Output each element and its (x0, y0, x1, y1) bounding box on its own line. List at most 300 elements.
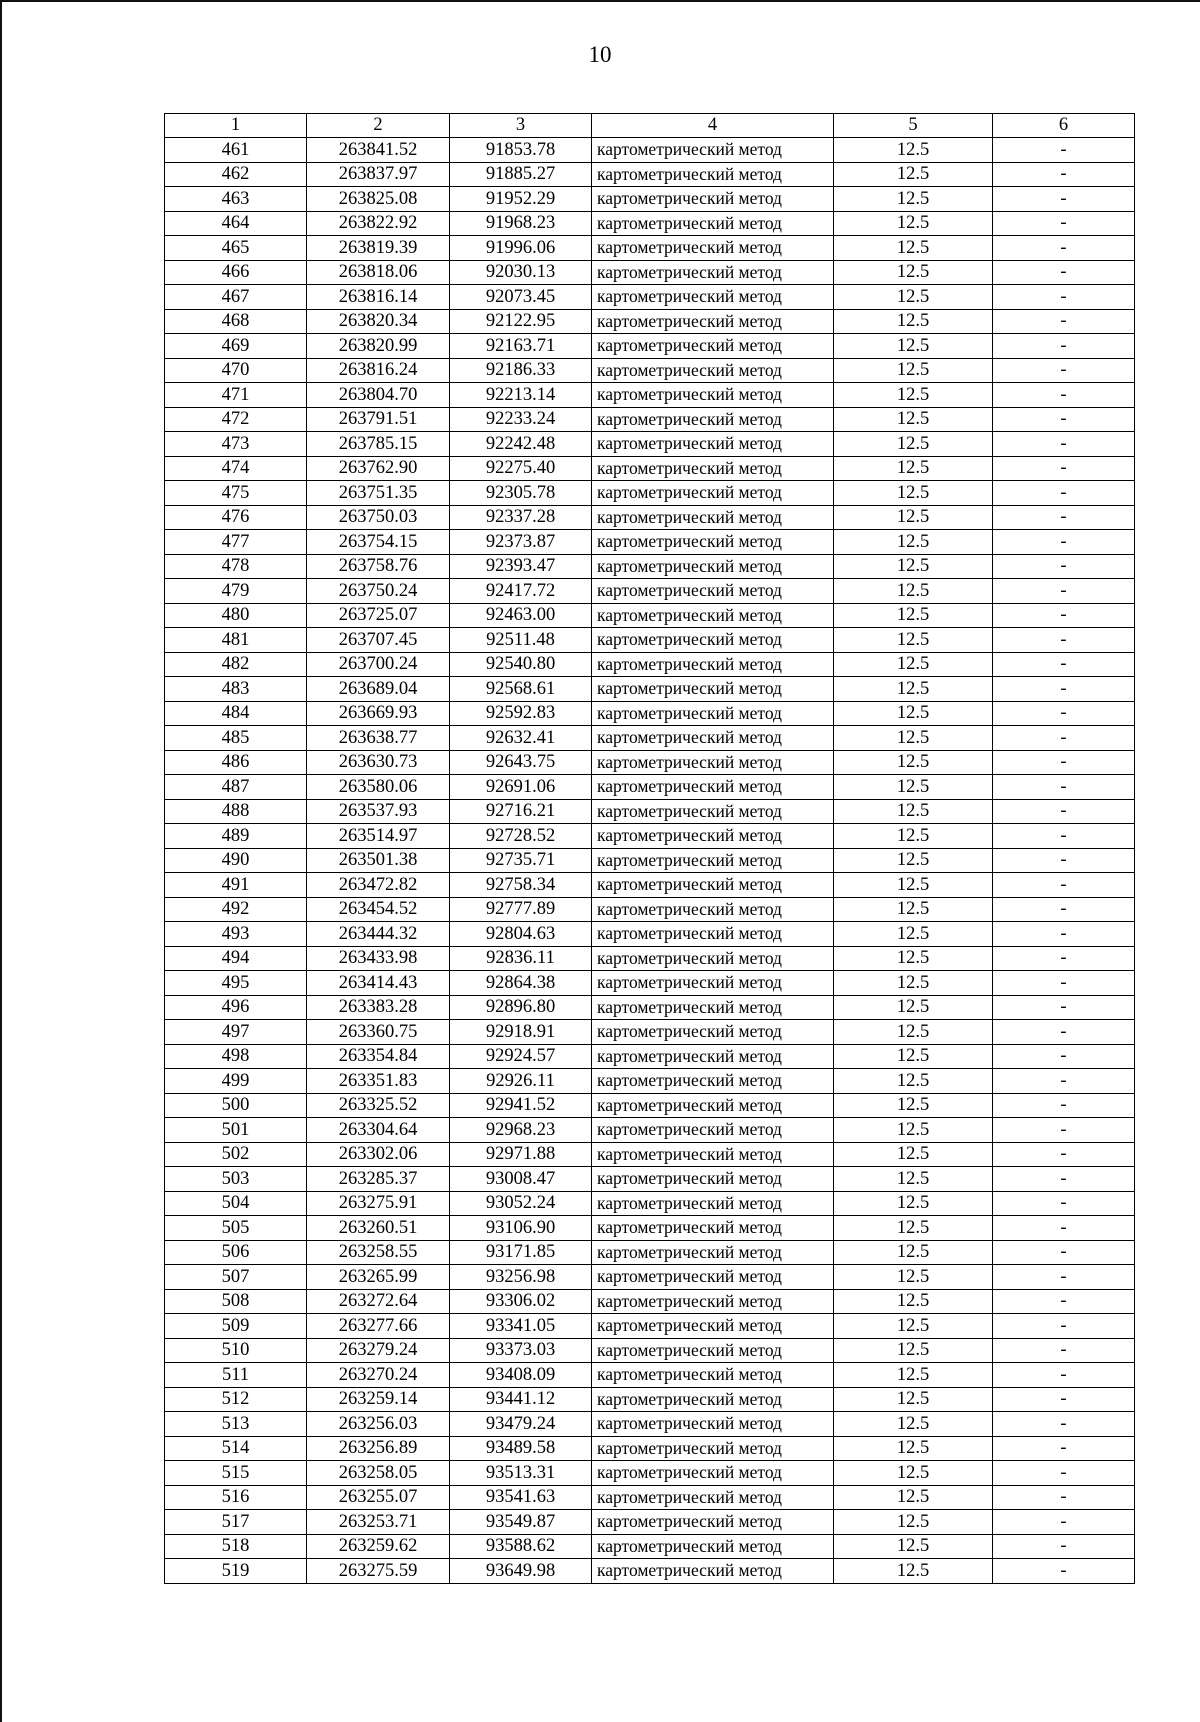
method-cell: картометрический метод (592, 579, 834, 604)
note-cell: - (993, 677, 1135, 702)
column-header-5: 5 (834, 114, 993, 138)
column-header-4: 4 (592, 114, 834, 138)
accuracy-cell: 12.5 (834, 897, 993, 922)
y-coordinate-cell: 93256.98 (450, 1265, 592, 1290)
accuracy-cell: 12.5 (834, 1387, 993, 1412)
column-header-1: 1 (165, 114, 307, 138)
note-cell: - (993, 309, 1135, 334)
method-cell: картометрический метод (592, 1020, 834, 1045)
x-coordinate-cell: 263270.24 (307, 1363, 450, 1388)
note-cell: - (993, 995, 1135, 1020)
method-cell: картометрический метод (592, 187, 834, 212)
table-row (165, 1216, 1135, 1241)
note-cell: - (993, 1485, 1135, 1510)
table-row (165, 162, 1135, 187)
table-row (165, 1240, 1135, 1265)
y-coordinate-cell: 93008.47 (450, 1167, 592, 1192)
x-coordinate-cell: 263444.32 (307, 922, 450, 947)
table-row (165, 799, 1135, 824)
method-cell: картометрический метод (592, 971, 834, 996)
table-row (165, 138, 1135, 163)
table-row (165, 1265, 1135, 1290)
x-coordinate-cell: 263260.51 (307, 1216, 450, 1241)
x-coordinate-cell: 263285.37 (307, 1167, 450, 1192)
method-cell: картометрический метод (592, 701, 834, 726)
table-row (165, 456, 1135, 481)
method-cell: картометрический метод (592, 897, 834, 922)
method-cell: картометрический метод (592, 260, 834, 285)
table-row (165, 187, 1135, 212)
x-coordinate-cell: 263351.83 (307, 1069, 450, 1094)
table-row (165, 1167, 1135, 1192)
x-coordinate-cell: 263822.92 (307, 211, 450, 236)
x-coordinate-cell: 263360.75 (307, 1020, 450, 1045)
note-cell: - (993, 1216, 1135, 1241)
method-cell: картометрический метод (592, 334, 834, 359)
table-row (165, 1044, 1135, 1069)
x-coordinate-cell: 263265.99 (307, 1265, 450, 1290)
table-row (165, 407, 1135, 432)
y-coordinate-cell: 92511.48 (450, 628, 592, 653)
table-row (165, 971, 1135, 996)
point-number-cell: 512 (165, 1387, 307, 1412)
accuracy-cell: 12.5 (834, 1069, 993, 1094)
table-row (165, 1387, 1135, 1412)
y-coordinate-cell: 93373.03 (450, 1338, 592, 1363)
table-row (165, 1314, 1135, 1339)
method-cell: картометрический метод (592, 603, 834, 628)
method-cell: картометрический метод (592, 358, 834, 383)
y-coordinate-cell: 92275.40 (450, 456, 592, 481)
x-coordinate-cell: 263820.99 (307, 334, 450, 359)
method-cell: картометрический метод (592, 1412, 834, 1437)
x-coordinate-cell: 263277.66 (307, 1314, 450, 1339)
note-cell: - (993, 1510, 1135, 1535)
x-coordinate-cell: 263514.97 (307, 824, 450, 849)
method-cell: картометрический метод (592, 383, 834, 408)
note-cell: - (993, 971, 1135, 996)
accuracy-cell: 12.5 (834, 432, 993, 457)
method-cell: картометрический метод (592, 162, 834, 187)
table-row (165, 309, 1135, 334)
point-number-cell: 515 (165, 1461, 307, 1486)
method-cell: картометрический метод (592, 873, 834, 898)
column-header-6: 6 (993, 114, 1135, 138)
y-coordinate-cell: 91996.06 (450, 236, 592, 261)
accuracy-cell: 12.5 (834, 848, 993, 873)
accuracy-cell: 12.5 (834, 1289, 993, 1314)
accuracy-cell: 12.5 (834, 505, 993, 530)
point-number-cell: 473 (165, 432, 307, 457)
y-coordinate-cell: 92968.23 (450, 1118, 592, 1143)
x-coordinate-cell: 263689.04 (307, 677, 450, 702)
method-cell: картометрический метод (592, 530, 834, 555)
y-coordinate-cell: 93341.05 (450, 1314, 592, 1339)
point-number-cell: 503 (165, 1167, 307, 1192)
note-cell: - (993, 1436, 1135, 1461)
table-row (165, 1559, 1135, 1584)
note-cell: - (993, 1338, 1135, 1363)
table-row (165, 285, 1135, 310)
accuracy-cell: 12.5 (834, 1142, 993, 1167)
note-cell: - (993, 579, 1135, 604)
method-cell: картометрический метод (592, 407, 834, 432)
method-cell: картометрический метод (592, 995, 834, 1020)
x-coordinate-cell: 263841.52 (307, 138, 450, 163)
point-number-cell: 511 (165, 1363, 307, 1388)
point-number-cell: 518 (165, 1534, 307, 1559)
accuracy-cell: 12.5 (834, 995, 993, 1020)
table-row (165, 628, 1135, 653)
point-number-cell: 499 (165, 1069, 307, 1094)
note-cell: - (993, 1363, 1135, 1388)
point-number-cell: 496 (165, 995, 307, 1020)
method-cell: картометрический метод (592, 505, 834, 530)
table-row (165, 1118, 1135, 1143)
x-coordinate-cell: 263754.15 (307, 530, 450, 555)
accuracy-cell: 12.5 (834, 1093, 993, 1118)
x-coordinate-cell: 263751.35 (307, 481, 450, 506)
method-cell: картометрический метод (592, 750, 834, 775)
note-cell: - (993, 750, 1135, 775)
note-cell: - (993, 1069, 1135, 1094)
point-number-cell: 469 (165, 334, 307, 359)
y-coordinate-cell: 92122.95 (450, 309, 592, 334)
method-cell: картометрический метод (592, 922, 834, 947)
point-number-cell: 507 (165, 1265, 307, 1290)
method-cell: картометрический метод (592, 1338, 834, 1363)
accuracy-cell: 12.5 (834, 1167, 993, 1192)
note-cell: - (993, 1314, 1135, 1339)
note-cell: - (993, 456, 1135, 481)
note-cell: - (993, 1167, 1135, 1192)
point-number-cell: 487 (165, 775, 307, 800)
point-number-cell: 474 (165, 456, 307, 481)
note-cell: - (993, 775, 1135, 800)
table-row (165, 505, 1135, 530)
point-number-cell: 504 (165, 1191, 307, 1216)
point-number-cell: 488 (165, 799, 307, 824)
accuracy-cell: 12.5 (834, 1191, 993, 1216)
point-number-cell: 470 (165, 358, 307, 383)
accuracy-cell: 12.5 (834, 1044, 993, 1069)
y-coordinate-cell: 92213.14 (450, 383, 592, 408)
x-coordinate-cell: 263758.76 (307, 554, 450, 579)
x-coordinate-cell: 263383.28 (307, 995, 450, 1020)
x-coordinate-cell: 263253.71 (307, 1510, 450, 1535)
note-cell: - (993, 701, 1135, 726)
y-coordinate-cell: 92163.71 (450, 334, 592, 359)
method-cell: картометрический метод (592, 1314, 834, 1339)
method-cell: картометрический метод (592, 1240, 834, 1265)
y-coordinate-cell: 92735.71 (450, 848, 592, 873)
method-cell: картометрический метод (592, 1534, 834, 1559)
y-coordinate-cell: 92728.52 (450, 824, 592, 849)
table-row (165, 603, 1135, 628)
x-coordinate-cell: 263816.14 (307, 285, 450, 310)
accuracy-cell: 12.5 (834, 628, 993, 653)
scan-edge-left (0, 0, 2, 1722)
note-cell: - (993, 407, 1135, 432)
table-body (165, 138, 1135, 1584)
accuracy-cell: 12.5 (834, 334, 993, 359)
table-row (165, 726, 1135, 751)
method-cell: картометрический метод (592, 775, 834, 800)
method-cell: картометрический метод (592, 1069, 834, 1094)
point-number-cell: 490 (165, 848, 307, 873)
y-coordinate-cell: 92716.21 (450, 799, 592, 824)
accuracy-cell: 12.5 (834, 1265, 993, 1290)
point-number-cell: 468 (165, 309, 307, 334)
note-cell: - (993, 652, 1135, 677)
table-header (165, 114, 1135, 138)
accuracy-cell: 12.5 (834, 1240, 993, 1265)
point-number-cell: 505 (165, 1216, 307, 1241)
table-row (165, 946, 1135, 971)
y-coordinate-cell: 93479.24 (450, 1412, 592, 1437)
header-row (165, 114, 1135, 138)
y-coordinate-cell: 93513.31 (450, 1461, 592, 1486)
x-coordinate-cell: 263256.89 (307, 1436, 450, 1461)
point-number-cell: 508 (165, 1289, 307, 1314)
accuracy-cell: 12.5 (834, 701, 993, 726)
table-row (165, 554, 1135, 579)
accuracy-cell: 12.5 (834, 309, 993, 334)
table-row (165, 922, 1135, 947)
note-cell: - (993, 1559, 1135, 1584)
y-coordinate-cell: 92864.38 (450, 971, 592, 996)
x-coordinate-cell: 263725.07 (307, 603, 450, 628)
x-coordinate-cell: 263454.52 (307, 897, 450, 922)
table-row (165, 1338, 1135, 1363)
accuracy-cell: 12.5 (834, 1412, 993, 1437)
y-coordinate-cell: 92941.52 (450, 1093, 592, 1118)
note-cell: - (993, 236, 1135, 261)
x-coordinate-cell: 263537.93 (307, 799, 450, 824)
note-cell: - (993, 1240, 1135, 1265)
point-number-cell: 514 (165, 1436, 307, 1461)
table-row (165, 236, 1135, 261)
accuracy-cell: 12.5 (834, 946, 993, 971)
y-coordinate-cell: 92592.83 (450, 701, 592, 726)
y-coordinate-cell: 92305.78 (450, 481, 592, 506)
y-coordinate-cell: 93171.85 (450, 1240, 592, 1265)
x-coordinate-cell: 263580.06 (307, 775, 450, 800)
y-coordinate-cell: 92924.57 (450, 1044, 592, 1069)
point-number-cell: 501 (165, 1118, 307, 1143)
table-row (165, 1191, 1135, 1216)
note-cell: - (993, 358, 1135, 383)
note-cell: - (993, 1142, 1135, 1167)
accuracy-cell: 12.5 (834, 1363, 993, 1388)
accuracy-cell: 12.5 (834, 554, 993, 579)
point-number-cell: 481 (165, 628, 307, 653)
x-coordinate-cell: 263258.05 (307, 1461, 450, 1486)
note-cell: - (993, 848, 1135, 873)
x-coordinate-cell: 263638.77 (307, 726, 450, 751)
x-coordinate-cell: 263501.38 (307, 848, 450, 873)
accuracy-cell: 12.5 (834, 383, 993, 408)
method-cell: картометрический метод (592, 1167, 834, 1192)
table-row (165, 579, 1135, 604)
y-coordinate-cell: 92643.75 (450, 750, 592, 775)
y-coordinate-cell: 93106.90 (450, 1216, 592, 1241)
point-number-cell: 519 (165, 1559, 307, 1584)
y-coordinate-cell: 93441.12 (450, 1387, 592, 1412)
point-number-cell: 493 (165, 922, 307, 947)
accuracy-cell: 12.5 (834, 579, 993, 604)
x-coordinate-cell: 263259.14 (307, 1387, 450, 1412)
note-cell: - (993, 1387, 1135, 1412)
point-number-cell: 509 (165, 1314, 307, 1339)
point-number-cell: 506 (165, 1240, 307, 1265)
note-cell: - (993, 554, 1135, 579)
table-row (165, 1020, 1135, 1045)
x-coordinate-cell: 263791.51 (307, 407, 450, 432)
note-cell: - (993, 1412, 1135, 1437)
table-row (165, 1485, 1135, 1510)
accuracy-cell: 12.5 (834, 677, 993, 702)
point-number-cell: 465 (165, 236, 307, 261)
point-number-cell: 464 (165, 211, 307, 236)
table-row (165, 1510, 1135, 1535)
method-cell: картометрический метод (592, 1093, 834, 1118)
accuracy-cell: 12.5 (834, 1118, 993, 1143)
y-coordinate-cell: 93306.02 (450, 1289, 592, 1314)
note-cell: - (993, 1118, 1135, 1143)
method-cell: картометрический метод (592, 285, 834, 310)
accuracy-cell: 12.5 (834, 456, 993, 481)
y-coordinate-cell: 92073.45 (450, 285, 592, 310)
method-cell: картометрический метод (592, 1510, 834, 1535)
note-cell: - (993, 260, 1135, 285)
y-coordinate-cell: 92030.13 (450, 260, 592, 285)
y-coordinate-cell: 92918.91 (450, 1020, 592, 1045)
x-coordinate-cell: 263819.39 (307, 236, 450, 261)
note-cell: - (993, 628, 1135, 653)
point-number-cell: 517 (165, 1510, 307, 1535)
table-row (165, 1069, 1135, 1094)
note-cell: - (993, 946, 1135, 971)
accuracy-cell: 12.5 (834, 260, 993, 285)
point-number-cell: 472 (165, 407, 307, 432)
x-coordinate-cell: 263818.06 (307, 260, 450, 285)
table-row (165, 677, 1135, 702)
point-number-cell: 513 (165, 1412, 307, 1437)
accuracy-cell: 12.5 (834, 775, 993, 800)
table-row (165, 1363, 1135, 1388)
accuracy-cell: 12.5 (834, 211, 993, 236)
point-number-cell: 494 (165, 946, 307, 971)
x-coordinate-cell: 263302.06 (307, 1142, 450, 1167)
point-number-cell: 516 (165, 1485, 307, 1510)
method-cell: картометрический метод (592, 1142, 834, 1167)
point-number-cell: 466 (165, 260, 307, 285)
accuracy-cell: 12.5 (834, 1559, 993, 1584)
coordinates-table (164, 113, 1135, 1584)
x-coordinate-cell: 263762.90 (307, 456, 450, 481)
y-coordinate-cell: 91885.27 (450, 162, 592, 187)
accuracy-cell: 12.5 (834, 358, 993, 383)
point-number-cell: 483 (165, 677, 307, 702)
note-cell: - (993, 1461, 1135, 1486)
accuracy-cell: 12.5 (834, 407, 993, 432)
point-number-cell: 492 (165, 897, 307, 922)
method-cell: картометрический метод (592, 1265, 834, 1290)
y-coordinate-cell: 92568.61 (450, 677, 592, 702)
point-number-cell: 463 (165, 187, 307, 212)
x-coordinate-cell: 263804.70 (307, 383, 450, 408)
y-coordinate-cell: 92463.00 (450, 603, 592, 628)
method-cell: картометрический метод (592, 138, 834, 163)
point-number-cell: 491 (165, 873, 307, 898)
y-coordinate-cell: 93588.62 (450, 1534, 592, 1559)
point-number-cell: 486 (165, 750, 307, 775)
point-number-cell: 467 (165, 285, 307, 310)
accuracy-cell: 12.5 (834, 1338, 993, 1363)
method-cell: картометрический метод (592, 309, 834, 334)
y-coordinate-cell: 91853.78 (450, 138, 592, 163)
accuracy-cell: 12.5 (834, 138, 993, 163)
x-coordinate-cell: 263304.64 (307, 1118, 450, 1143)
x-coordinate-cell: 263258.55 (307, 1240, 450, 1265)
method-cell: картометрический метод (592, 1289, 834, 1314)
note-cell: - (993, 897, 1135, 922)
method-cell: картометрический метод (592, 1118, 834, 1143)
x-coordinate-cell: 263472.82 (307, 873, 450, 898)
table-row (165, 1461, 1135, 1486)
accuracy-cell: 12.5 (834, 481, 993, 506)
y-coordinate-cell: 92373.87 (450, 530, 592, 555)
x-coordinate-cell: 263255.07 (307, 1485, 450, 1510)
table-row (165, 334, 1135, 359)
accuracy-cell: 12.5 (834, 1020, 993, 1045)
table-row (165, 1534, 1135, 1559)
x-coordinate-cell: 263837.97 (307, 162, 450, 187)
x-coordinate-cell: 263272.64 (307, 1289, 450, 1314)
y-coordinate-cell: 92971.88 (450, 1142, 592, 1167)
table-row (165, 652, 1135, 677)
x-coordinate-cell: 263785.15 (307, 432, 450, 457)
y-coordinate-cell: 92393.47 (450, 554, 592, 579)
x-coordinate-cell: 263256.03 (307, 1412, 450, 1437)
table-row (165, 1093, 1135, 1118)
note-cell: - (993, 530, 1135, 555)
x-coordinate-cell: 263750.03 (307, 505, 450, 530)
table-row (165, 873, 1135, 898)
accuracy-cell: 12.5 (834, 162, 993, 187)
table-row (165, 432, 1135, 457)
note-cell: - (993, 383, 1135, 408)
y-coordinate-cell: 92337.28 (450, 505, 592, 530)
x-coordinate-cell: 263669.93 (307, 701, 450, 726)
x-coordinate-cell: 263354.84 (307, 1044, 450, 1069)
accuracy-cell: 12.5 (834, 1534, 993, 1559)
point-number-cell: 478 (165, 554, 307, 579)
y-coordinate-cell: 92691.06 (450, 775, 592, 800)
table-row (165, 260, 1135, 285)
note-cell: - (993, 138, 1135, 163)
table-row (165, 1412, 1135, 1437)
note-cell: - (993, 603, 1135, 628)
x-coordinate-cell: 263825.08 (307, 187, 450, 212)
y-coordinate-cell: 92758.34 (450, 873, 592, 898)
table-row (165, 995, 1135, 1020)
column-header-2: 2 (307, 114, 450, 138)
method-cell: картометрический метод (592, 726, 834, 751)
accuracy-cell: 12.5 (834, 1461, 993, 1486)
accuracy-cell: 12.5 (834, 187, 993, 212)
